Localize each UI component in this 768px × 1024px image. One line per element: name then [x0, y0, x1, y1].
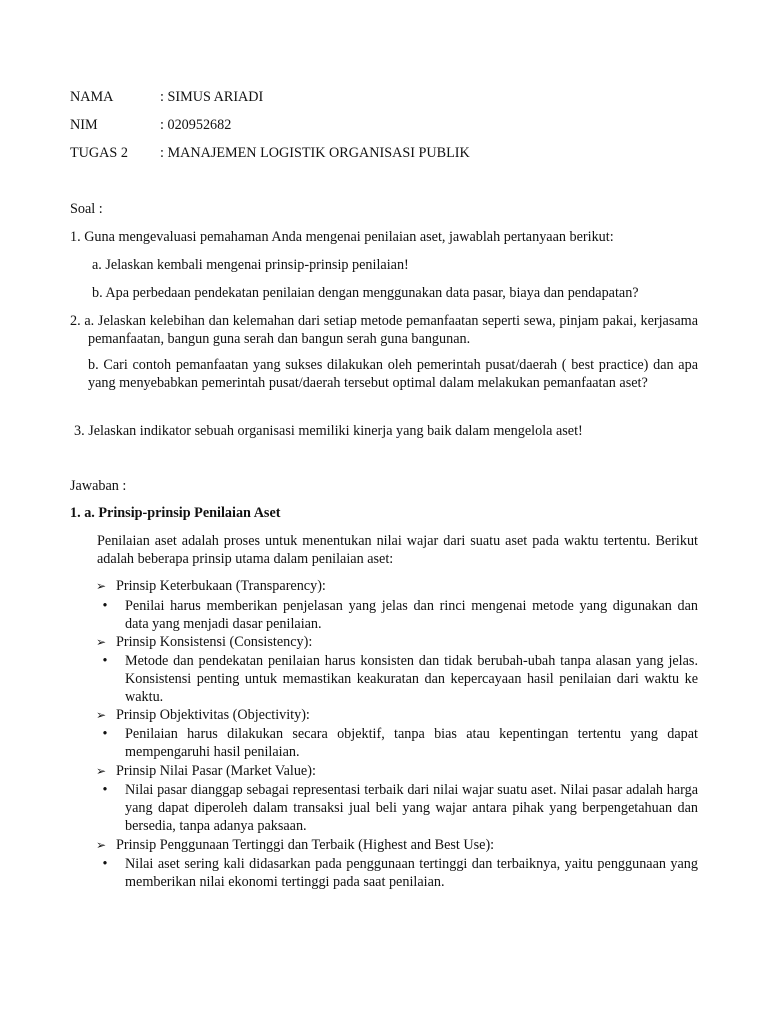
- principle-name: Prinsip Konsistensi (Consistency):: [116, 634, 313, 650]
- question-2b: b. Cari contoh pemanfaatan yang sukses dilakukan oleh pemerintah pusat/daerah ( best practice) dan apa yang menyebabkan pemerintah pusat/daerah tersebut optimal dalam melakukan pemanfaatan aset?: [88, 357, 698, 391]
- question-1a: a. Jelaskan kembali mengenai prinsip-prinsip penilaian!: [92, 257, 409, 273]
- principle-desc: Penilai harus memberikan penjelasan yang jelas dan rinci mengenai metode yang digunakan dan data yang menjadi dasar penilaian.: [125, 598, 698, 632]
- principle-name: Prinsip Objektivitas (Objectivity):: [116, 707, 310, 723]
- answer-intro: Penilaian aset adalah proses untuk menentukan nilai wajar dari suatu aset pada waktu tertentu. Berikut adalah beberapa prinsip utama dalam penilaian aset:: [97, 533, 698, 567]
- principle-desc: Nilai pasar dianggap sebagai representasi terbaik dari nilai wajar suatu aset. Nilai pasar adalah harga yang dapat diperoleh dalam transaksi jual beli yang wajar antara pihak yang berpengetahuan dan bersedia, tanpa adanya paksaan.: [125, 782, 698, 834]
- principle-name: Prinsip Penggunaan Tertinggi dan Terbaik (Highest and Best Use):: [116, 837, 495, 853]
- nim-label: NIM: [70, 117, 98, 133]
- tugas-value: : MANAJEMEN LOGISTIK ORGANISASI PUBLIK: [160, 145, 470, 161]
- arrow-bullet-icon: ➢: [95, 635, 107, 649]
- question-1b: b. Apa perbedaan pendekatan penilaian dengan menggunakan data pasar, biaya dan pendapatan?: [92, 285, 639, 301]
- question-1: 1. Guna mengevaluasi pemahaman Anda mengenai penilaian aset, jawablah pertanyaan berikut:: [70, 229, 614, 245]
- soal-heading: Soal :: [70, 201, 103, 217]
- nama-value: : SIMUS ARIADI: [160, 89, 264, 105]
- principle-desc: Nilai aset sering kali didasarkan pada penggunaan tertinggi dan terbaiknya, yaitu penggunaan yang memberikan nilai ekonomi tertinggi pada saat penilaian.: [125, 856, 698, 890]
- principle-name: Prinsip Nilai Pasar (Market Value):: [116, 763, 316, 779]
- jawaban-heading: Jawaban :: [70, 478, 127, 494]
- bullet-dot-icon: •: [102, 856, 108, 872]
- tugas-label: TUGAS 2: [70, 145, 128, 161]
- arrow-bullet-icon: ➢: [95, 764, 107, 778]
- bullet-dot-icon: •: [102, 653, 108, 669]
- principle-name: Prinsip Keterbukaan (Transparency):: [116, 578, 326, 594]
- principle-desc: Metode dan pendekatan penilaian harus konsisten dan tidak berubah-ubah tanpa alasan yang jelas. Konsistensi penting untuk memastikan keakuratan dan kepercayaan hasil penilaian dari waktu ke waktu.: [125, 653, 698, 705]
- arrow-bullet-icon: ➢: [95, 579, 107, 593]
- bullet-dot-icon: •: [102, 782, 108, 798]
- nama-label: NAMA: [70, 89, 114, 105]
- arrow-bullet-icon: ➢: [95, 838, 107, 852]
- question-2a: 2. a. Jelaskan kelebihan dan kelemahan dari setiap metode pemanfaatan seperti sewa, pinjam pakai, kerjasama pemanfaatan, bangun guna serah dan bangun serah guna bangunan.: [70, 313, 698, 347]
- nim-value: : 020952682: [160, 117, 232, 133]
- principle-desc: Penilaian harus dilakukan secara objektif, tanpa bias atau kepentingan tertentu yang dapat mempengaruhi hasil penilaian.: [125, 726, 698, 760]
- question-3: 3. Jelaskan indikator sebuah organisasi memiliki kinerja yang baik dalam mengelola aset!: [74, 423, 583, 439]
- bullet-dot-icon: •: [102, 598, 108, 614]
- answer-title: 1. a. Prinsip-prinsip Penilaian Aset: [70, 505, 281, 521]
- arrow-bullet-icon: ➢: [95, 708, 107, 722]
- bullet-dot-icon: •: [102, 726, 108, 742]
